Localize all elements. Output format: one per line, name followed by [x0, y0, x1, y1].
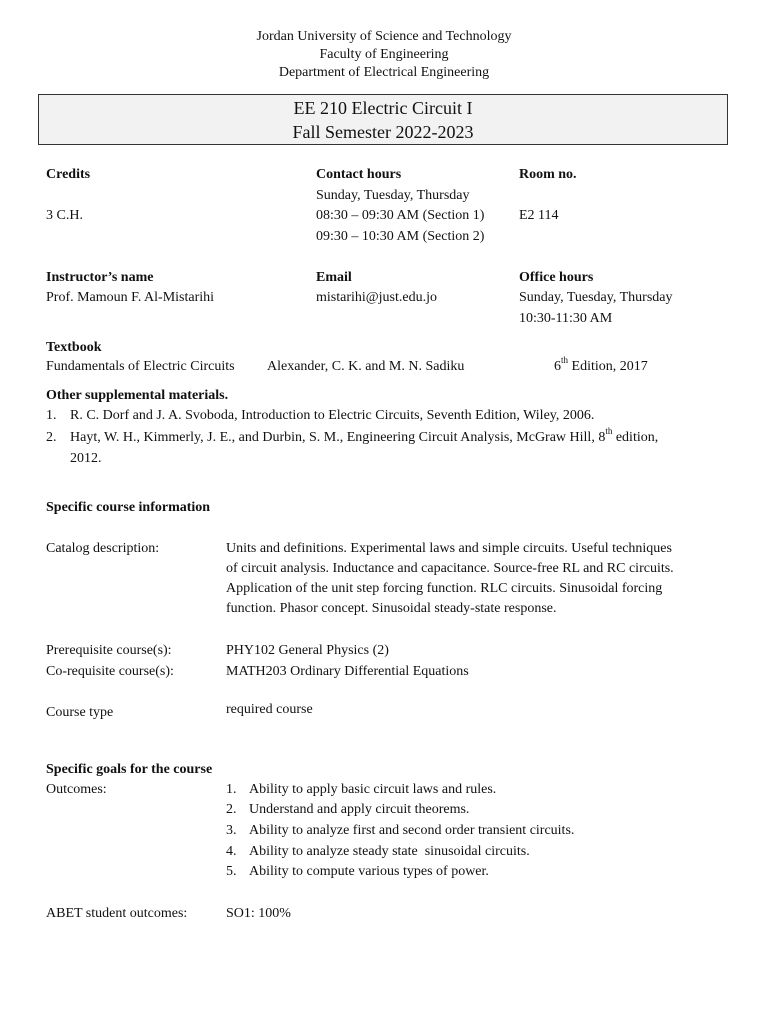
semester-title: Fall Semester 2022-2023 [292, 122, 474, 142]
outcomes-label: Outcomes: [46, 782, 107, 797]
catalog-description-label: Catalog description: [46, 541, 160, 556]
list-number: 5. [226, 864, 237, 879]
catalog-line: Application of the unit step forcing function. RLC circuits. Sinusoidal forcing [226, 581, 663, 596]
abet-value: SO1: 100% [226, 906, 291, 921]
prerequisite-label: Prerequisite course(s): [46, 643, 172, 658]
catalog-line: Units and definitions. Experimental laws and simple circuits. Useful techniques [226, 541, 672, 556]
list-item [46, 428, 726, 468]
course-title-box [38, 94, 728, 145]
catalog-description [226, 539, 726, 619]
department-name: Department of Electrical Engineering [278, 65, 490, 80]
outcome-text: Ability to apply basic circuit laws and rules. [249, 782, 497, 797]
faculty-name: Faculty of Engineering [319, 47, 449, 62]
office-days: Sunday, Tuesday, Thursday [519, 290, 673, 305]
textbook-title: Fundamentals of Electric Circuits [46, 359, 235, 374]
contact-days: Sunday, Tuesday, Thursday [316, 188, 470, 203]
list-number: 2. [226, 802, 237, 817]
corequisite-label: Co-requisite course(s): [46, 664, 174, 679]
email-value: mistarihi@just.edu.jo [316, 290, 437, 305]
edition-number: 6 [554, 359, 561, 374]
list-text: R. C. Dorf and J. A. Svoboda, Introduction to Electric Circuits, Seventh Edition, Wiley, 2006. [70, 408, 595, 423]
goals-heading: Specific goals for the course [46, 762, 213, 777]
contact-hours-label: Contact hours [316, 167, 402, 182]
list-number: 3. [226, 823, 237, 838]
email-label: Email [316, 270, 352, 285]
credits-label: Credits [46, 167, 91, 182]
university-name: Jordan University of Science and Technology [256, 29, 512, 44]
list-number: 2. [46, 430, 57, 445]
edition-suffix: th [605, 426, 613, 437]
outcome-text: Ability to compute various types of power. [249, 864, 489, 879]
course-type-value: required course [226, 702, 313, 717]
room-label: Room no. [519, 167, 577, 182]
list-number: 1. [226, 782, 237, 797]
corequisite-value: MATH203 Ordinary Differential Equations [226, 664, 469, 679]
catalog-line: function. Phasor concept. Sinusoidal steady-state response. [226, 601, 557, 616]
outcome-text: Ability to analyze steady state sinusoidal circuits. [249, 844, 530, 859]
prerequisite-value: PHY102 General Physics (2) [226, 643, 389, 658]
edition-suffix: th [561, 355, 569, 366]
textbook-edition [554, 357, 648, 377]
room-value: E2 114 [519, 208, 559, 223]
list-text-continued: 2012. [70, 451, 102, 466]
list-number: 4. [226, 844, 237, 859]
list-text-end: edition, [612, 430, 659, 445]
supplemental-label: Other supplemental materials. [46, 388, 229, 403]
textbook-authors: Alexander, C. K. and M. N. Sadiku [267, 359, 465, 374]
course-info-heading: Specific course information [46, 500, 211, 515]
course-title: EE 210 Electric Circuit I [293, 98, 473, 118]
outcome-text: Ability to analyze first and second order transient circuits. [249, 823, 575, 838]
instructor-name: Prof. Mamoun F. Al-Mistarihi [46, 290, 215, 305]
instructor-label: Instructor’s name [46, 270, 154, 285]
catalog-line: of circuit analysis. Inductance and capacitance. Source-free RL and RC circuits. [226, 561, 674, 576]
textbook-label: Textbook [46, 340, 102, 355]
course-type-label: Course type [46, 705, 114, 720]
outcome-text: Understand and apply circuit theorems. [249, 802, 470, 817]
list-text: Hayt, W. H., Kimmerly, J. E., and Durbin, S. M., Engineering Circuit Analysis, McGraw Hill, 8 [70, 430, 606, 445]
contact-section-2: 09:30 – 10:30 AM (Section 2) [316, 229, 485, 244]
list-number: 1. [46, 408, 57, 423]
office-hours-label: Office hours [519, 270, 594, 285]
credits-value: 3 C.H. [46, 208, 83, 223]
abet-label: ABET student outcomes: [46, 906, 188, 921]
office-time: 10:30-11:30 AM [519, 311, 613, 326]
edition-year: Edition, 2017 [568, 359, 648, 374]
contact-section-1: 08:30 – 09:30 AM (Section 1) [316, 208, 485, 223]
document-header [0, 28, 768, 82]
